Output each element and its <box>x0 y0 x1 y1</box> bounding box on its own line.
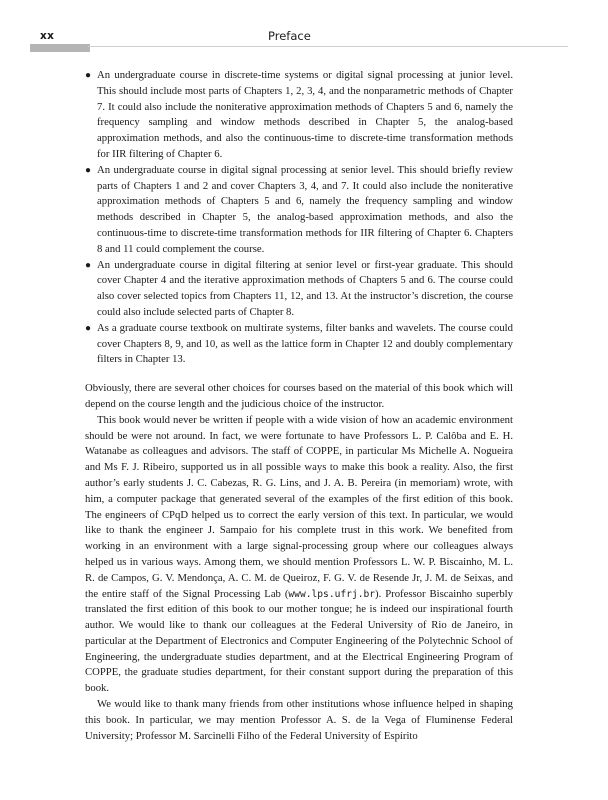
bullet-icon: ● <box>85 322 92 334</box>
bullet-icon: ● <box>85 259 92 271</box>
running-head: Preface <box>268 29 311 43</box>
header-rule <box>88 46 568 47</box>
course-list <box>85 68 513 368</box>
section-gap <box>85 368 513 381</box>
paragraph-course-choices: Obviously, there are several other choices for courses based on the material of this book which will depend on the course length and the judicious choice of the instructor. <box>85 382 513 410</box>
ack-text-part2: ). Professor Biscainho superbly translated the first edition of this book to our mother tongue; he is indeed our inspirational fourth author. We would like to thank our colleagues at the Federal University of Rio de Janeiro, in particular at the Department of Electronics and Computer Engineering of the Polytechnic School of Engineering, the undergraduate studies department, and at the Electrical Engineering Program of COPPE, the graduate studies department, for their constant support during the preparation of this book. <box>85 587 513 695</box>
paragraph-friends: We would like to thank many friends from other institutions whose influence helped in shaping this book. In particular, we may mention Professor A. S. de la Vega of Fluminense Federal University; Professor M. Sarcinelli Filho of the Federal University of Espírito <box>85 698 513 742</box>
page-number: xx <box>40 30 55 42</box>
bullet-icon: ● <box>85 70 92 81</box>
list-item-text: As a graduate course textbook on multirate systems, filter banks and wavelets. The course could cover Chapters 8, 9, and 10, as well as the lattice form in Chapter 12 and doubly complementary filters in Chapter 13. <box>97 321 513 366</box>
list-item <box>85 258 513 321</box>
page-body <box>85 68 513 744</box>
bullet-icon: ● <box>85 164 92 176</box>
paragraph-acknowledgments <box>85 413 513 697</box>
list-item <box>85 68 513 163</box>
header-thumb-bar <box>30 44 90 52</box>
list-item-text: An undergraduate course in discrete-time systems or digital signal processing at junior level. This should include most parts of Chapters 1, 2, 3, 4, and the nonparametric methods of Chapter 7. It could also include the noniterative approximation methods of Chapters 5 and 6, namely the frequency sampling and window methods described in Chapter 5, the analog-based approximation methods, and also the continuous-time to discrete-time transformation methods for IIR filtering of Chapter 6. <box>97 69 513 160</box>
lab-url-link[interactable]: www.lps.ufrj.br <box>288 588 376 600</box>
page-header <box>0 0 608 60</box>
list-item-text: An undergraduate course in digital signal processing at senior level. This should briefly review parts of Chapters 1 and 2 and cover Chapters 3, 4, and 7. It could also include the noniterative approximation methods of Chapters 5 and 6, namely the frequency sampling and window methods described in Chapter 5, the analog-based approximation methods, and also the continuous-time to discrete-time transformation methods for IIR filtering of Chapter 6. Chapters 8 and 11 could complement the course. <box>97 163 513 255</box>
list-item <box>85 163 513 258</box>
ack-text-part1: This book would never be written if people with a wide vision of how an academic environment should be were not around. In fact, we were fortunate to have Professors L. P. Calôba and E. H. Watanabe as colleagues and advisors. The staff of COPPE, in particular Ms Michelle A. Nogueira and Ms F. J. Ribeiro, supported us in all possible ways to make this book a reality. Also, the first author’s early students J. C. Cabezas, R. G. Lins, and J. A. B. Pereira (in memoriam) wrote, with him, a computer package that generated several of the examples of the first edition of this book. The engineers of CPqD helped us to correct the early version of this text. In particular, we would like to thank the engineer J. Sampaio for his complete trust in this work. We benefited from working in an environment with a large signal-processing group where our colleagues always helped us in various ways. Among them, we should mention Professors L. W. P. Biscainho, M. L. R. de Campos, G. V. Mendonça, A. C. M. de Queiroz, F. G. V. de Resende Jr, J. M. de Seixas, and the entire staff of the Signal Processing Lab ( <box>85 413 513 600</box>
list-item <box>85 321 513 368</box>
list-item-text: An undergraduate course in digital filtering at senior level or first-year graduate. This should cover Chapter 4 and the iterative approximation methods of Chapters 5 and 6. The course could also cover selected topics from Chapters 11, 12, and 13. At the instructor’s discretion, the course could also include selected parts of Chapter 8. <box>97 258 513 318</box>
